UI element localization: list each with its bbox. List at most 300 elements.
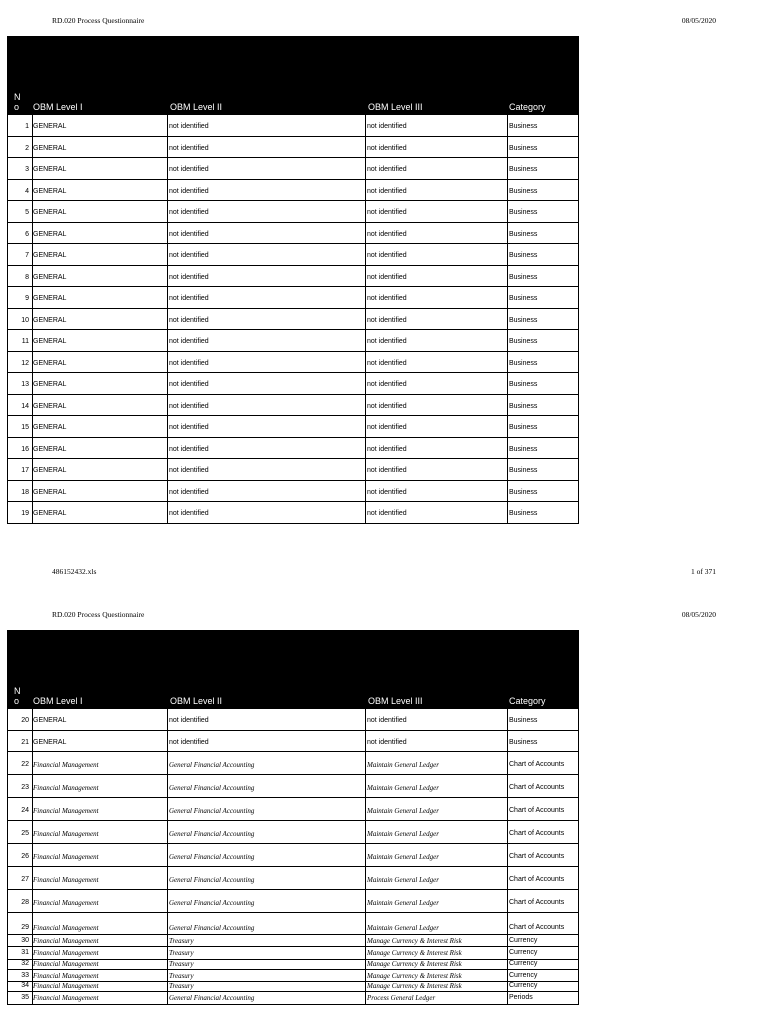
column-divider [167,798,168,820]
table-row [7,960,579,970]
cell-obm-level-2: not identified [169,273,209,281]
cell-no: 1 [25,123,29,130]
table-row [7,223,579,245]
cell-obm-level-1: GENERAL [33,467,67,474]
column-divider [507,709,508,730]
column-divider [167,752,168,774]
cell-obm-level-1: GENERAL [33,123,67,130]
column-divider [167,352,168,373]
column-header-obm-level-2: OBM Level II [170,696,223,706]
column-header-obm-level-2: OBM Level II [170,102,223,112]
cell-category: Business [509,166,538,173]
cell-category: Chart of Accounts [509,876,565,883]
cell-obm-level-2: not identified [169,144,209,152]
cell-obm-level-2: not identified [169,166,209,173]
cell-obm-level-1: Financial Management [33,761,99,769]
cell-category: Periods [509,994,533,1001]
column-divider [167,137,168,158]
table-row [7,821,579,844]
cell-category: Business [509,488,538,496]
column-divider [507,798,508,820]
column-header-obm-level-1: OBM Level I [33,102,83,112]
column-divider [167,890,168,912]
column-divider [167,287,168,308]
cell-no: 6 [25,230,29,238]
table-row [7,373,579,395]
cell-category: Business [509,467,538,474]
cell-obm-level-3: Maintain General Ledger [367,899,439,907]
cell-category: Business [509,295,538,302]
questionnaire-table [7,72,579,524]
cell-obm-level-3: not identified [367,717,407,724]
column-divider [507,115,508,136]
cell-category: Chart of Accounts [509,807,565,814]
column-divider [365,115,366,136]
column-divider [507,395,508,416]
table-row [7,115,579,137]
column-divider [507,158,508,179]
cell-obm-level-2: Treasury [169,949,194,957]
cell-no: 35 [21,994,29,1001]
column-divider [507,244,508,265]
column-divider [507,416,508,437]
cell-obm-level-1: GENERAL [33,230,67,238]
column-divider [365,481,366,502]
cell-no: 12 [21,359,29,367]
cell-no: 27 [21,876,29,883]
cell-obm-level-3: Manage Currency & Interest Risk [367,982,462,990]
column-divider [365,960,366,969]
cell-obm-level-3: Maintain General Ledger [367,807,439,815]
table-row [7,244,579,266]
column-divider [167,947,168,959]
cell-obm-level-3: not identified [367,402,407,410]
column-divider [507,960,508,969]
cell-no: 25 [21,830,29,837]
document-date: 08/05/2020 [681,16,716,25]
cell-no: 31 [21,949,29,956]
cell-no: 21 [21,738,29,746]
cell-category: Business [509,273,538,281]
cell-obm-level-1: Financial Management [33,971,99,980]
cell-obm-level-3: Maintain General Ledger [367,830,439,838]
column-divider [507,266,508,287]
column-divider [507,330,508,351]
table-body-page-1 [7,115,579,524]
table-row [7,935,579,948]
column-header-no-line1: N [14,92,21,102]
column-divider [365,731,366,752]
cell-obm-level-2: not identified [169,209,209,216]
cell-no: 19 [21,510,29,517]
cell-obm-level-2: not identified [169,230,209,238]
cell-no: 17 [21,467,29,474]
cell-category: Business [509,402,538,410]
cell-no: 33 [21,971,29,979]
table-row [7,890,579,913]
column-divider [365,798,366,820]
table-column-headers [7,72,579,115]
cell-obm-level-3: not identified [367,338,407,345]
cell-obm-level-2: not identified [169,738,209,746]
column-divider [365,844,366,866]
table-body-page-2 [7,709,579,1005]
cell-obm-level-1: GENERAL [33,166,67,173]
column-divider [365,287,366,308]
table-row [7,752,579,775]
cell-obm-level-3: Manage Currency & Interest Risk [367,959,462,968]
cell-obm-level-2: General Financial Accounting [169,876,255,884]
cell-obm-level-1: Financial Management [33,949,99,957]
cell-obm-level-2: not identified [169,488,209,496]
column-divider [167,775,168,797]
column-divider [507,373,508,394]
column-divider [167,330,168,351]
column-divider [365,821,366,843]
cell-no: 23 [21,784,29,791]
cell-obm-level-2: not identified [169,123,209,130]
cell-obm-level-1: GENERAL [33,445,67,453]
cell-category: Business [509,209,538,216]
column-divider [507,970,508,982]
cell-category: Chart of Accounts [509,899,565,906]
cell-obm-level-2: General Financial Accounting [169,924,255,932]
cell-obm-level-1: GENERAL [33,402,67,410]
cell-obm-level-1: GENERAL [33,209,67,216]
cell-obm-level-3: Manage Currency & Interest Risk [367,971,462,980]
column-divider [365,352,366,373]
column-divider [365,775,366,797]
cell-obm-level-1: GENERAL [33,717,67,724]
cell-category: Business [509,338,538,345]
cell-obm-level-3: not identified [367,166,407,173]
table-row [7,867,579,890]
table-row [7,352,579,374]
cell-obm-level-3: not identified [367,144,407,152]
column-header-no [14,686,21,706]
table-row [7,459,579,481]
column-divider [507,502,508,523]
cell-obm-level-3: not identified [367,273,407,281]
cell-category: Chart of Accounts [509,853,565,860]
column-divider [365,438,366,459]
cell-no: 14 [21,402,29,410]
column-divider [167,373,168,394]
column-divider [167,115,168,136]
cell-obm-level-3: not identified [367,295,407,302]
column-divider [365,867,366,889]
cell-category: Business [509,717,538,724]
cell-obm-level-2: General Financial Accounting [169,994,255,1002]
cell-no: 28 [21,899,29,906]
cell-no: 5 [25,209,29,216]
cell-obm-level-1: Financial Management [33,936,99,945]
table-row [7,481,579,503]
cell-obm-level-2: Treasury [169,971,194,980]
cell-obm-level-2: not identified [169,187,209,195]
column-divider [365,459,366,480]
column-header-obm-level-3: OBM Level III [368,102,423,112]
column-divider [365,223,366,244]
column-divider [365,752,366,774]
table-row [7,416,579,438]
cell-obm-level-2: not identified [169,402,209,410]
cell-obm-level-3: not identified [367,381,407,388]
table-row [7,798,579,821]
cell-obm-level-1: GENERAL [33,295,67,302]
column-divider [507,844,508,866]
cell-obm-level-3: Maintain General Ledger [367,853,439,861]
column-header-no-line2: o [14,696,20,706]
column-divider [167,982,168,991]
cell-no: 26 [21,853,29,860]
cell-obm-level-2: General Financial Accounting [169,761,255,769]
cell-no: 32 [21,959,29,967]
column-divider [167,416,168,437]
cell-obm-level-3: not identified [367,488,407,496]
column-divider [167,223,168,244]
column-divider [507,459,508,480]
cell-obm-level-3: not identified [367,252,407,259]
column-divider [507,481,508,502]
cell-category: Currency [509,982,538,989]
column-divider [365,416,366,437]
column-divider [365,502,366,523]
column-divider [365,180,366,201]
cell-no: 15 [21,424,29,431]
table-row [7,438,579,460]
table-header-band [7,630,579,666]
cell-no: 24 [21,807,29,814]
column-header-no-line2: o [14,102,20,112]
table-row [7,731,579,753]
cell-obm-level-2: not identified [169,510,209,517]
cell-obm-level-1: Financial Management [33,853,99,861]
cell-obm-level-3: not identified [367,445,407,453]
column-divider [365,890,366,912]
column-divider [507,947,508,959]
cell-obm-level-3: not identified [367,424,407,431]
cell-no: 29 [21,924,29,931]
table-row [7,395,579,417]
cell-obm-level-2: General Financial Accounting [169,830,255,838]
column-divider [507,821,508,843]
cell-obm-level-3: Manage Currency & Interest Risk [367,936,462,945]
column-header-no [14,92,21,112]
cell-category: Chart of Accounts [509,924,565,931]
cell-category: Business [509,445,538,453]
cell-category: Business [509,359,538,367]
table-row [7,309,579,331]
column-divider [167,309,168,330]
column-divider [365,947,366,959]
cell-obm-level-3: not identified [367,316,407,324]
column-divider [365,373,366,394]
cell-obm-level-2: not identified [169,424,209,431]
table-row [7,775,579,798]
cell-obm-level-1: GENERAL [33,338,67,345]
column-divider [167,709,168,730]
cell-obm-level-2: General Financial Accounting [169,784,255,792]
table-row [7,982,579,992]
column-divider [167,731,168,752]
cell-obm-level-1: GENERAL [33,738,67,746]
table-row [7,158,579,180]
cell-obm-level-1: GENERAL [33,187,67,195]
column-divider [507,982,508,991]
cell-obm-level-1: GENERAL [33,252,67,259]
cell-obm-level-1: Financial Management [33,899,99,907]
cell-obm-level-1: Financial Management [33,876,99,884]
column-divider [507,309,508,330]
cell-obm-level-3: not identified [367,510,407,517]
cell-category: Business [509,510,538,517]
column-divider [167,459,168,480]
column-divider [167,502,168,523]
cell-category: Business [509,123,538,130]
document-page-2 [0,594,768,1024]
column-divider [365,992,366,1004]
column-divider [365,982,366,991]
cell-no: 16 [21,445,29,453]
column-divider [167,180,168,201]
cell-no: 4 [25,187,29,195]
column-divider [167,844,168,866]
column-divider [167,266,168,287]
column-divider [507,867,508,889]
column-header-category: Category [509,102,546,112]
table-row [7,844,579,867]
cell-no: 34 [21,982,29,989]
cell-category: Currency [509,959,538,967]
footer-page-number: 1 of 371 [691,567,716,576]
table-row [7,201,579,223]
cell-obm-level-2: Treasury [169,959,194,968]
cell-category: Currency [509,936,538,944]
cell-obm-level-2: not identified [169,338,209,345]
cell-obm-level-1: GENERAL [33,359,67,367]
column-divider [365,158,366,179]
cell-no: 20 [21,717,29,724]
column-divider [507,137,508,158]
cell-obm-level-2: General Financial Accounting [169,807,255,815]
footer-filename: 486152432.xls [52,567,97,576]
cell-obm-level-3: Maintain General Ledger [367,924,439,932]
cell-obm-level-3: not identified [367,738,407,746]
column-divider [167,481,168,502]
cell-obm-level-3: Manage Currency & Interest Risk [367,949,462,957]
column-divider [167,992,168,1004]
cell-no: 13 [21,381,29,388]
column-divider [507,223,508,244]
column-divider [507,287,508,308]
column-header-obm-level-1: OBM Level I [33,696,83,706]
column-divider [365,935,366,947]
cell-obm-level-3: not identified [367,467,407,474]
cell-obm-level-3: Maintain General Ledger [367,784,439,792]
cell-no: 18 [21,488,29,496]
column-divider [507,731,508,752]
cell-obm-level-1: GENERAL [33,316,67,324]
column-divider [167,438,168,459]
table-column-headers [7,666,579,709]
cell-category: Chart of Accounts [509,830,565,837]
column-divider [507,438,508,459]
document-title: RD.020 Process Questionnaire [52,610,145,619]
cell-obm-level-2: not identified [169,467,209,474]
cell-obm-level-2: Treasury [169,982,194,990]
cell-no: 2 [25,144,29,152]
cell-category: Business [509,144,538,152]
cell-obm-level-2: Treasury [169,936,194,945]
cell-obm-level-3: not identified [367,187,407,195]
column-divider [507,890,508,912]
column-divider [167,244,168,265]
column-divider [167,960,168,969]
cell-obm-level-1: Financial Management [33,982,99,990]
cell-obm-level-3: Process General Ledger [367,994,436,1002]
cell-obm-level-1: Financial Management [33,994,99,1002]
cell-no: 11 [21,338,29,345]
column-divider [365,309,366,330]
cell-obm-level-1: Financial Management [33,784,99,792]
column-divider [167,821,168,843]
cell-obm-level-1: GENERAL [33,273,67,281]
column-divider [507,352,508,373]
cell-obm-level-3: not identified [367,359,407,367]
column-divider [507,775,508,797]
column-divider [167,935,168,947]
column-divider [507,992,508,1004]
cell-obm-level-3: Maintain General Ledger [367,761,439,769]
cell-obm-level-2: not identified [169,445,209,453]
cell-obm-level-3: not identified [367,209,407,216]
questionnaire-table [7,666,579,1005]
cell-category: Currency [509,949,538,956]
table-row [7,947,579,960]
column-divider [365,970,366,982]
column-divider [167,970,168,982]
column-divider [365,330,366,351]
cell-obm-level-3: not identified [367,230,407,238]
cell-no: 30 [21,936,29,944]
column-divider [365,137,366,158]
cell-no: 9 [25,295,29,302]
cell-no: 7 [25,252,29,259]
cell-obm-level-2: General Financial Accounting [169,899,255,907]
table-row [7,266,579,288]
column-divider [507,201,508,222]
cell-obm-level-2: not identified [169,295,209,302]
cell-no: 8 [25,273,29,281]
table-row [7,287,579,309]
table-header-band [7,36,579,72]
cell-no: 3 [25,166,29,173]
column-divider [365,709,366,730]
table-row [7,709,579,731]
cell-obm-level-1: GENERAL [33,144,67,152]
column-header-obm-level-3: OBM Level III [368,696,423,706]
cell-category: Business [509,316,538,324]
cell-category: Chart of Accounts [509,784,565,791]
column-divider [365,913,366,934]
cell-obm-level-2: not identified [169,359,209,367]
cell-category: Chart of Accounts [509,761,565,768]
column-divider [365,244,366,265]
column-divider [365,201,366,222]
cell-category: Currency [509,971,538,979]
table-row [7,970,579,983]
